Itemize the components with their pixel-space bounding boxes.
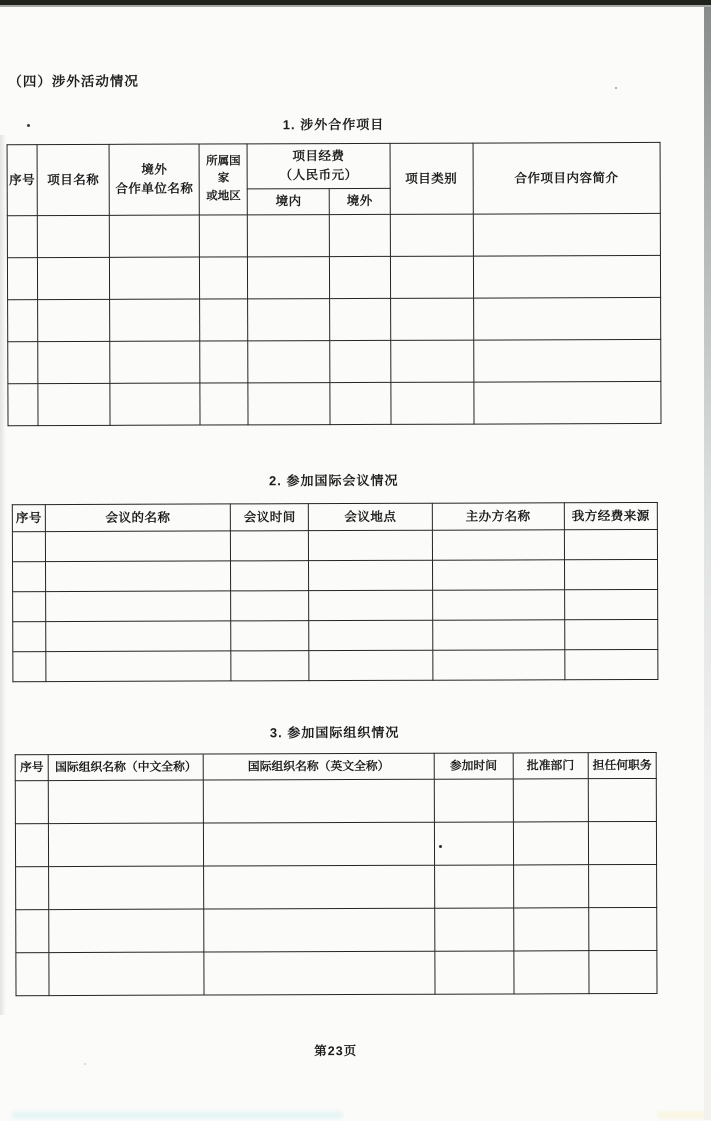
empty-cell bbox=[38, 383, 110, 425]
col-seq: 序号 bbox=[7, 145, 37, 216]
empty-cell bbox=[565, 649, 658, 679]
foreign-cooperation-projects-table bbox=[7, 142, 662, 426]
empty-cell bbox=[473, 339, 661, 382]
col-org-name-en: 国际组织名称（英文全称） bbox=[203, 753, 433, 780]
empty-cell bbox=[49, 866, 204, 910]
empty-table-row bbox=[16, 907, 657, 952]
empty-cell bbox=[390, 298, 473, 340]
col-funds-overseas: 境外 bbox=[330, 188, 390, 214]
col-country-region: 所属国家 或地区 bbox=[199, 144, 247, 215]
empty-cell bbox=[16, 910, 49, 953]
empty-cell bbox=[432, 560, 564, 590]
empty-cell bbox=[432, 530, 564, 560]
empty-cell bbox=[200, 341, 248, 383]
empty-cell bbox=[390, 382, 473, 424]
table-1-body bbox=[7, 213, 661, 425]
header-row bbox=[12, 502, 657, 531]
empty-cell bbox=[46, 561, 231, 592]
empty-table-row bbox=[7, 255, 660, 299]
col-approving-dept: 批准部门 bbox=[513, 753, 588, 779]
empty-cell bbox=[8, 342, 38, 384]
empty-cell bbox=[8, 300, 38, 342]
international-conferences-table bbox=[12, 502, 659, 682]
empty-cell bbox=[330, 256, 390, 298]
empty-cell bbox=[565, 619, 658, 649]
empty-table-row bbox=[13, 589, 658, 621]
empty-cell bbox=[564, 589, 657, 619]
empty-cell bbox=[231, 651, 309, 681]
empty-cell bbox=[231, 591, 309, 621]
empty-table-row bbox=[15, 821, 656, 866]
empty-cell bbox=[432, 590, 564, 620]
empty-cell bbox=[434, 779, 513, 822]
empty-table-row bbox=[16, 864, 657, 909]
empty-cell bbox=[110, 383, 200, 425]
col-overseas-partner: 境外 合作单位名称 bbox=[109, 144, 199, 215]
col-category: 项目类别 bbox=[390, 143, 473, 214]
empty-cell bbox=[309, 530, 432, 560]
empty-cell bbox=[109, 215, 199, 257]
col-conference-location: 会议地点 bbox=[309, 503, 432, 530]
table-3-title: 3. 参加国际组织情况 bbox=[269, 724, 400, 741]
empty-cell bbox=[390, 214, 473, 256]
empty-cell bbox=[110, 257, 200, 299]
empty-cell bbox=[15, 781, 48, 824]
empty-cell bbox=[48, 823, 203, 867]
empty-table-row bbox=[16, 950, 657, 995]
empty-cell bbox=[434, 822, 513, 865]
empty-cell bbox=[200, 257, 248, 299]
empty-table-row bbox=[8, 297, 661, 341]
empty-cell bbox=[46, 591, 231, 622]
empty-cell bbox=[16, 953, 49, 996]
empty-cell bbox=[432, 650, 564, 680]
empty-cell bbox=[435, 951, 514, 994]
empty-cell bbox=[513, 779, 588, 822]
empty-cell bbox=[204, 951, 435, 995]
table-3-body bbox=[15, 778, 657, 995]
empty-cell bbox=[474, 381, 662, 424]
col-funds-domestic: 境内 bbox=[248, 189, 330, 215]
table-1-header bbox=[7, 142, 660, 215]
empty-cell bbox=[330, 214, 390, 256]
header-row bbox=[15, 752, 656, 780]
empty-cell bbox=[48, 780, 203, 824]
table-2-title: 2. 参加国际会议情况 bbox=[268, 472, 399, 489]
col-seq: 序号 bbox=[12, 505, 45, 532]
empty-cell bbox=[49, 952, 204, 996]
empty-cell bbox=[434, 908, 513, 951]
empty-cell bbox=[588, 821, 656, 864]
empty-table-row bbox=[7, 213, 660, 257]
empty-cell bbox=[46, 651, 231, 682]
empty-cell bbox=[514, 951, 589, 994]
empty-cell bbox=[49, 909, 204, 953]
empty-cell bbox=[473, 255, 661, 298]
col-conference-time: 会议时间 bbox=[231, 504, 309, 531]
empty-cell bbox=[589, 950, 657, 993]
empty-table-row bbox=[15, 778, 656, 823]
col-intro: 合作项目内容简介 bbox=[473, 142, 661, 214]
scan-edge-top-line bbox=[0, 5, 711, 7]
empty-cell bbox=[200, 215, 248, 257]
empty-cell bbox=[432, 620, 564, 650]
empty-table-row bbox=[13, 559, 658, 591]
empty-cell bbox=[513, 822, 588, 865]
empty-table-row bbox=[8, 339, 661, 383]
empty-cell bbox=[46, 621, 231, 652]
empty-cell bbox=[589, 907, 657, 950]
empty-cell bbox=[38, 341, 110, 383]
empty-cell bbox=[248, 299, 330, 341]
scan-edge-right bbox=[704, 0, 711, 1120]
section-heading: （四）涉外活动情况 bbox=[8, 73, 139, 90]
empty-cell bbox=[204, 865, 435, 909]
empty-cell bbox=[513, 908, 588, 951]
empty-cell bbox=[390, 340, 473, 382]
col-org-name-cn: 国际组织名称（中文全称） bbox=[48, 754, 203, 781]
empty-cell bbox=[248, 215, 330, 257]
empty-cell bbox=[231, 531, 309, 561]
col-project-funds: 项目经费 （人民币元） bbox=[247, 143, 389, 188]
col-project-name: 项目名称 bbox=[37, 144, 109, 215]
empty-cell bbox=[200, 383, 248, 425]
empty-cell bbox=[564, 529, 657, 559]
empty-cell bbox=[204, 779, 435, 823]
empty-table-row bbox=[13, 649, 658, 681]
empty-cell bbox=[330, 298, 390, 340]
empty-cell bbox=[231, 621, 309, 651]
empty-cell bbox=[13, 622, 46, 652]
col-seq: 序号 bbox=[15, 755, 48, 781]
page-number: 第23页 bbox=[314, 1043, 358, 1059]
empty-cell bbox=[473, 213, 661, 256]
col-position-held: 担任何职务 bbox=[588, 752, 656, 778]
empty-cell bbox=[248, 341, 330, 383]
col-funding-source: 我方经费来源 bbox=[564, 502, 657, 529]
col-join-time: 参加时间 bbox=[434, 753, 513, 779]
empty-cell bbox=[309, 620, 432, 650]
table-2-header bbox=[12, 502, 657, 531]
empty-cell bbox=[330, 340, 390, 382]
table-2-body bbox=[12, 529, 658, 681]
empty-cell bbox=[473, 297, 661, 340]
empty-cell bbox=[309, 650, 432, 680]
empty-table-row bbox=[8, 381, 661, 425]
empty-cell bbox=[309, 560, 432, 590]
empty-cell bbox=[200, 299, 248, 341]
empty-cell bbox=[7, 216, 37, 258]
empty-cell bbox=[248, 257, 330, 299]
empty-cell bbox=[45, 531, 230, 562]
empty-cell bbox=[588, 778, 656, 821]
empty-cell bbox=[7, 258, 37, 300]
empty-cell bbox=[38, 299, 110, 341]
empty-table-row bbox=[12, 529, 657, 561]
empty-cell bbox=[390, 256, 473, 298]
empty-cell bbox=[309, 590, 432, 620]
empty-cell bbox=[204, 908, 435, 952]
empty-cell bbox=[15, 824, 48, 867]
empty-cell bbox=[13, 562, 46, 592]
empty-cell bbox=[204, 822, 435, 866]
empty-cell bbox=[37, 257, 109, 299]
empty-cell bbox=[231, 561, 309, 591]
international-organizations-table bbox=[15, 752, 658, 996]
empty-cell bbox=[513, 865, 588, 908]
empty-cell bbox=[330, 382, 390, 424]
header-row bbox=[7, 142, 660, 189]
col-host-name: 主办方名称 bbox=[432, 503, 564, 530]
empty-cell bbox=[12, 532, 45, 562]
empty-cell bbox=[13, 652, 46, 682]
empty-cell bbox=[110, 341, 200, 383]
scan-gutter-left bbox=[0, 135, 6, 1015]
empty-cell bbox=[434, 865, 513, 908]
table-1-title: 1. 涉外合作项目 bbox=[282, 116, 385, 133]
empty-cell bbox=[588, 864, 656, 907]
empty-table-row bbox=[13, 619, 658, 651]
empty-cell bbox=[110, 299, 200, 341]
empty-cell bbox=[16, 867, 49, 910]
col-conference-name: 会议的名称 bbox=[45, 504, 230, 532]
empty-cell bbox=[248, 383, 330, 425]
empty-cell bbox=[37, 215, 109, 257]
table-3-header bbox=[15, 752, 656, 780]
empty-cell bbox=[8, 384, 38, 426]
empty-cell bbox=[564, 559, 657, 589]
empty-cell bbox=[13, 592, 46, 622]
